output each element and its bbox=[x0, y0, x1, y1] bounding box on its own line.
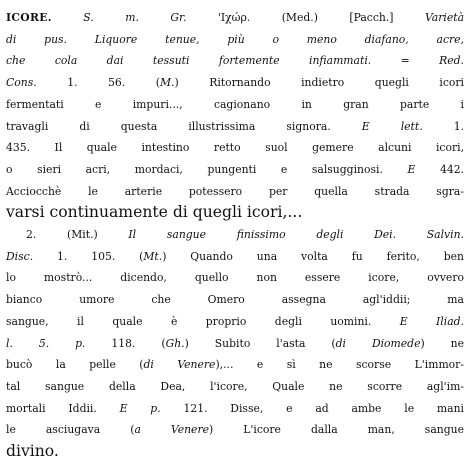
text-segment: 1. bbox=[422, 119, 465, 133]
entry-line bbox=[6, 419, 464, 441]
text-segment: di Diomede bbox=[335, 336, 421, 350]
text-segment: o sieri acri, mordaci, pungenti e salsugginosi. bbox=[6, 162, 408, 176]
dictionary-entry-icore bbox=[6, 7, 464, 463]
text-segment: sangue, il quale è proprio degli uomini. bbox=[6, 314, 400, 328]
entry-line bbox=[6, 354, 464, 376]
text-segment: M. bbox=[159, 76, 175, 90]
text-segment: E Iliad. bbox=[399, 314, 464, 328]
text-segment: Il sangue finissimo degli Dei. Salvin. bbox=[128, 228, 464, 242]
entry-line bbox=[6, 50, 464, 72]
text-segment: = bbox=[371, 54, 440, 68]
text-segment bbox=[52, 11, 83, 24]
text-segment: E lett. bbox=[361, 119, 423, 133]
entry-line bbox=[6, 137, 464, 159]
text-segment: ),... e sì ne scorse L'immor- bbox=[215, 358, 464, 372]
entry-line bbox=[6, 289, 464, 311]
text-segment: che cola dai tessuti fortemente infiammati. bbox=[6, 54, 372, 68]
text-segment: divino. bbox=[6, 442, 59, 461]
text-segment: Cons. bbox=[6, 76, 37, 90]
text-segment: bianco umore che Omero assegna agl'iddii; ma bbox=[6, 293, 464, 307]
text-segment: mortali Iddii. bbox=[6, 401, 120, 415]
entry-line bbox=[6, 159, 464, 181]
entry-line bbox=[6, 311, 464, 333]
text-segment: 121. Disse, e ad ambe le mani bbox=[160, 401, 464, 415]
text-segment: Mt. bbox=[143, 249, 163, 263]
text-segment: le asciugava ( bbox=[6, 423, 135, 437]
text-segment: 442. bbox=[415, 162, 464, 176]
text-segment: di pus. Liquore tenue, più o meno diafano, acre, bbox=[6, 32, 464, 46]
entry-line bbox=[6, 94, 464, 116]
sense-2-line bbox=[6, 224, 464, 246]
text-segment: S. m. Gr. bbox=[83, 11, 187, 24]
text-segment: di Venere bbox=[143, 358, 216, 372]
text-segment: Varietà bbox=[424, 11, 465, 24]
text-segment: Acciocchè le arterie potessero per quella strada sgra- bbox=[6, 184, 464, 198]
text-segment: 118. ( bbox=[85, 336, 166, 350]
entry-line bbox=[6, 202, 464, 224]
text-segment: ) Quando una volta fu ferito, ben bbox=[162, 249, 465, 263]
text-segment: fermentati e impuri..., cagionano in gran parte i bbox=[6, 97, 464, 111]
text-segment: E p. bbox=[119, 401, 161, 415]
entry-line bbox=[6, 181, 464, 203]
text-segment: bucò la pelle ( bbox=[6, 358, 144, 372]
text-segment: varsi continuamente di quegli icori,... bbox=[6, 203, 303, 222]
text-segment: ICORE. bbox=[6, 11, 52, 24]
text-segment: 2. (Mit.) bbox=[26, 228, 129, 242]
text-segment: Disc. bbox=[6, 249, 34, 263]
entry-line bbox=[6, 29, 464, 51]
text-segment: ) Ritornando indietro quegli icori bbox=[174, 76, 464, 90]
text-segment: lo mostrò... dicendo, quello non essere icore, ovvero bbox=[6, 271, 464, 285]
text-segment: 435. Il quale intestino retto suol gemere alcuni icori, bbox=[6, 141, 464, 155]
text-segment: ) ne bbox=[420, 336, 464, 350]
text-segment: E bbox=[407, 162, 416, 176]
text-segment: tal sangue della Dea, l'icore, Quale ne scorre agl'im- bbox=[6, 379, 464, 393]
entry-line bbox=[6, 116, 464, 138]
text-segment: a Venere bbox=[134, 423, 209, 437]
text-segment: 1. 105. ( bbox=[33, 249, 144, 263]
text-segment: ) L'icore dalla man, sangue bbox=[209, 423, 464, 437]
text-segment: 'Ιχώρ. (Med.) [Pacch.] bbox=[186, 11, 425, 24]
text-segment: l. 5. p. bbox=[6, 336, 86, 350]
entry-line bbox=[6, 267, 464, 289]
entry-line bbox=[6, 246, 464, 268]
text-segment: 1. 56. ( bbox=[36, 76, 160, 90]
text-segment: ) Subito l'asta ( bbox=[184, 336, 336, 350]
entry-line bbox=[6, 7, 464, 29]
entry-line bbox=[6, 333, 464, 355]
text-segment: Red. bbox=[439, 54, 464, 68]
text-segment: Gh. bbox=[165, 336, 185, 350]
text-segment: travagli di questa illustrissima signora. bbox=[6, 119, 362, 133]
entry-line bbox=[6, 72, 464, 94]
entry-line bbox=[6, 376, 464, 398]
entry-line bbox=[6, 398, 464, 420]
